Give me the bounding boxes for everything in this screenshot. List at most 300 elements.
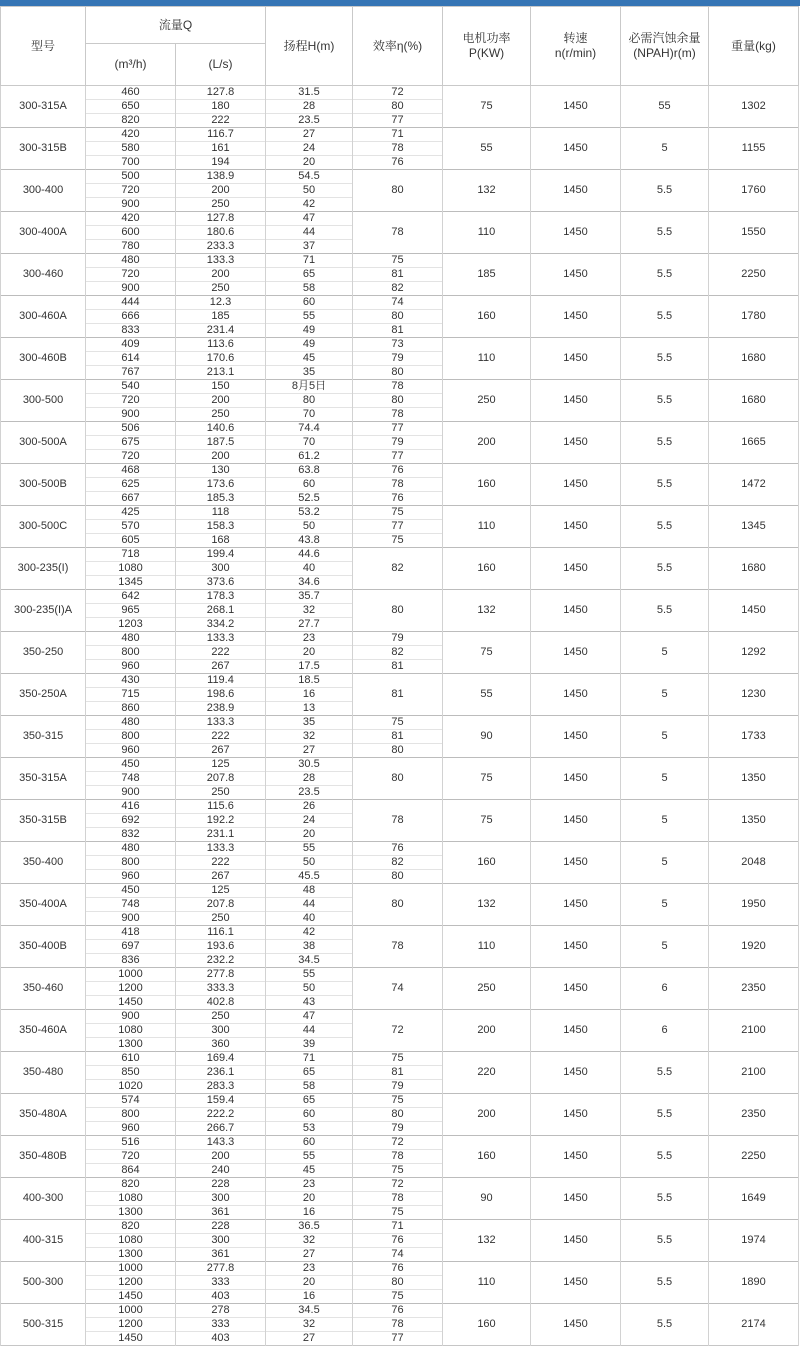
col-header-power (443, 7, 531, 86)
npsh-cell: 5 (621, 128, 709, 170)
flow-m3h-cell: 1080 (86, 1024, 176, 1038)
model-cell: 400-300 (1, 1178, 86, 1220)
flow-m3h-cell: 1000 (86, 968, 176, 982)
efficiency-cell: 80 (353, 758, 443, 800)
speed-cell: 1450 (531, 800, 621, 842)
table-row (1, 1010, 799, 1024)
efficiency-cell: 77 (353, 422, 443, 436)
model-cell: 300-235(I)A (1, 590, 86, 632)
flow-ls-cell: 113.6 (176, 338, 266, 352)
efficiency-cell: 82 (353, 646, 443, 660)
flow-ls-cell: 333 (176, 1318, 266, 1332)
flow-m3h-cell: 860 (86, 702, 176, 716)
head-cell: 34.5 (266, 954, 353, 968)
col-header-model: 型号 (1, 7, 86, 86)
flow-m3h-cell: 409 (86, 338, 176, 352)
npsh-cell: 5.5 (621, 548, 709, 590)
npsh-cell: 5.5 (621, 338, 709, 380)
npsh-cell: 5.5 (621, 1052, 709, 1094)
model-cell: 300-500 (1, 380, 86, 422)
power-cell: 55 (443, 128, 531, 170)
speed-cell: 1450 (531, 464, 621, 506)
flow-ls-cell: 334.2 (176, 618, 266, 632)
flow-ls-cell: 178.3 (176, 590, 266, 604)
efficiency-cell: 80 (353, 744, 443, 758)
table-row (1, 758, 799, 772)
head-cell: 16 (266, 688, 353, 702)
npsh-cell: 5.5 (621, 1178, 709, 1220)
flow-ls-cell: 277.8 (176, 1262, 266, 1276)
npsh-cell: 5.5 (621, 380, 709, 422)
head-cell: 71 (266, 254, 353, 268)
head-cell: 65 (266, 1066, 353, 1080)
head-cell: 16 (266, 1206, 353, 1220)
flow-m3h-cell: 506 (86, 422, 176, 436)
efficiency-cell: 80 (353, 884, 443, 926)
npsh-cell: 5.5 (621, 422, 709, 464)
flow-m3h-cell: 1000 (86, 1262, 176, 1276)
table-row (1, 338, 799, 352)
npsh-cell: 5.5 (621, 254, 709, 296)
head-cell: 20 (266, 828, 353, 842)
flow-m3h-cell: 667 (86, 492, 176, 506)
head-cell: 24 (266, 142, 353, 156)
flow-m3h-cell: 697 (86, 940, 176, 954)
head-cell: 23 (266, 632, 353, 646)
flow-m3h-cell: 1080 (86, 1192, 176, 1206)
efficiency-cell: 81 (353, 674, 443, 716)
flow-m3h-cell: 720 (86, 1150, 176, 1164)
col-header-head: 扬程H(m) (266, 7, 353, 86)
flow-ls-cell: 125 (176, 758, 266, 772)
flow-ls-cell: 12.3 (176, 296, 266, 310)
col-header-npsh-line1: 必需汽蚀余量 (628, 31, 701, 45)
efficiency-cell: 75 (353, 534, 443, 548)
flow-ls-cell: 207.8 (176, 898, 266, 912)
npsh-cell: 5 (621, 926, 709, 968)
speed-cell: 1450 (531, 338, 621, 380)
head-cell: 55 (266, 968, 353, 982)
power-cell: 75 (443, 758, 531, 800)
flow-ls-cell: 200 (176, 450, 266, 464)
head-cell: 54.5 (266, 170, 353, 184)
head-cell: 28 (266, 100, 353, 114)
flow-m3h-cell: 600 (86, 226, 176, 240)
head-cell: 50 (266, 184, 353, 198)
model-cell: 350-400B (1, 926, 86, 968)
head-cell: 32 (266, 730, 353, 744)
efficiency-cell: 74 (353, 296, 443, 310)
flow-ls-cell: 222 (176, 114, 266, 128)
npsh-cell: 5.5 (621, 1094, 709, 1136)
head-cell: 61.2 (266, 450, 353, 464)
npsh-cell: 5 (621, 632, 709, 674)
npsh-cell: 5.5 (621, 212, 709, 254)
weight-cell: 2174 (709, 1304, 799, 1346)
power-cell: 132 (443, 1220, 531, 1262)
flow-ls-cell: 233.3 (176, 240, 266, 254)
efficiency-cell: 78 (353, 926, 443, 968)
weight-cell: 1780 (709, 296, 799, 338)
flow-m3h-cell: 960 (86, 744, 176, 758)
head-cell: 42 (266, 926, 353, 940)
power-cell: 90 (443, 1178, 531, 1220)
flow-ls-cell: 194 (176, 156, 266, 170)
efficiency-cell: 77 (353, 114, 443, 128)
flow-ls-cell: 361 (176, 1248, 266, 1262)
flow-ls-cell: 161 (176, 142, 266, 156)
head-cell: 60 (266, 1136, 353, 1150)
flow-ls-cell: 250 (176, 912, 266, 926)
col-header-speed (531, 7, 621, 86)
table-row (1, 1094, 799, 1108)
head-cell: 35 (266, 366, 353, 380)
speed-cell: 1450 (531, 1052, 621, 1094)
speed-cell: 1450 (531, 632, 621, 674)
model-cell: 300-500A (1, 422, 86, 464)
table-row (1, 1304, 799, 1318)
flow-m3h-cell: 1345 (86, 576, 176, 590)
flow-ls-cell: 300 (176, 1024, 266, 1038)
flow-ls-cell: 173.6 (176, 478, 266, 492)
table-row (1, 1136, 799, 1150)
head-cell: 47 (266, 212, 353, 226)
npsh-cell: 5 (621, 800, 709, 842)
table-row (1, 590, 799, 604)
weight-cell: 1292 (709, 632, 799, 674)
flow-m3h-cell: 960 (86, 870, 176, 884)
weight-cell: 1890 (709, 1262, 799, 1304)
flow-ls-cell: 143.3 (176, 1136, 266, 1150)
speed-cell: 1450 (531, 968, 621, 1010)
flow-ls-cell: 138.9 (176, 170, 266, 184)
header-row-1 (1, 7, 799, 44)
flow-ls-cell: 198.6 (176, 688, 266, 702)
speed-cell: 1450 (531, 842, 621, 884)
head-cell: 44 (266, 226, 353, 240)
efficiency-cell: 75 (353, 1290, 443, 1304)
power-cell: 110 (443, 1262, 531, 1304)
head-cell: 36.5 (266, 1220, 353, 1234)
flow-m3h-cell: 720 (86, 184, 176, 198)
flow-m3h-cell: 480 (86, 716, 176, 730)
flow-ls-cell: 133.3 (176, 254, 266, 268)
flow-ls-cell: 236.1 (176, 1066, 266, 1080)
head-cell: 63.8 (266, 464, 353, 478)
head-cell: 13 (266, 702, 353, 716)
efficiency-cell: 80 (353, 366, 443, 380)
head-cell: 44 (266, 898, 353, 912)
flow-ls-cell: 213.1 (176, 366, 266, 380)
table-row (1, 1262, 799, 1276)
flow-ls-cell: 403 (176, 1332, 266, 1346)
head-cell: 24 (266, 814, 353, 828)
flow-ls-cell: 360 (176, 1038, 266, 1052)
efficiency-cell: 78 (353, 1192, 443, 1206)
head-cell: 50 (266, 982, 353, 996)
flow-m3h-cell: 900 (86, 786, 176, 800)
flow-ls-cell: 140.6 (176, 422, 266, 436)
flow-ls-cell: 222.2 (176, 1108, 266, 1122)
flow-ls-cell: 116.7 (176, 128, 266, 142)
flow-ls-cell: 232.2 (176, 954, 266, 968)
flow-ls-cell: 283.3 (176, 1080, 266, 1094)
efficiency-cell: 81 (353, 730, 443, 744)
flow-m3h-cell: 416 (86, 800, 176, 814)
table-row (1, 1052, 799, 1066)
flow-m3h-cell: 420 (86, 128, 176, 142)
efficiency-cell: 74 (353, 1248, 443, 1262)
flow-ls-cell: 130 (176, 464, 266, 478)
head-cell: 60 (266, 1108, 353, 1122)
flow-ls-cell: 300 (176, 1192, 266, 1206)
efficiency-cell: 80 (353, 100, 443, 114)
weight-cell: 1450 (709, 590, 799, 632)
flow-m3h-cell: 444 (86, 296, 176, 310)
flow-ls-cell: 192.2 (176, 814, 266, 828)
head-cell: 26 (266, 800, 353, 814)
table-row (1, 506, 799, 520)
efficiency-cell: 75 (353, 716, 443, 730)
speed-cell: 1450 (531, 254, 621, 296)
efficiency-cell: 75 (353, 506, 443, 520)
head-cell: 74.4 (266, 422, 353, 436)
power-cell: 75 (443, 632, 531, 674)
head-cell: 27 (266, 744, 353, 758)
power-cell: 110 (443, 926, 531, 968)
flow-ls-cell: 180 (176, 100, 266, 114)
efficiency-cell: 72 (353, 86, 443, 100)
npsh-cell: 5 (621, 842, 709, 884)
head-cell: 35.7 (266, 590, 353, 604)
flow-ls-cell: 250 (176, 786, 266, 800)
head-cell: 23.5 (266, 786, 353, 800)
efficiency-cell: 78 (353, 142, 443, 156)
weight-cell: 1350 (709, 800, 799, 842)
flow-ls-cell: 250 (176, 198, 266, 212)
speed-cell: 1450 (531, 1178, 621, 1220)
weight-cell: 1920 (709, 926, 799, 968)
head-cell: 32 (266, 604, 353, 618)
head-cell: 49 (266, 338, 353, 352)
model-cell: 300-315A (1, 86, 86, 128)
efficiency-cell: 72 (353, 1010, 443, 1052)
efficiency-cell: 71 (353, 1220, 443, 1234)
flow-m3h-cell: 1080 (86, 562, 176, 576)
flow-ls-cell: 168 (176, 534, 266, 548)
flow-ls-cell: 268.1 (176, 604, 266, 618)
weight-cell: 1155 (709, 128, 799, 170)
flow-ls-cell: 185 (176, 310, 266, 324)
speed-cell: 1450 (531, 380, 621, 422)
head-cell: 32 (266, 1234, 353, 1248)
efficiency-cell: 72 (353, 1178, 443, 1192)
flow-ls-cell: 231.4 (176, 324, 266, 338)
flow-ls-cell: 133.3 (176, 632, 266, 646)
head-cell: 23 (266, 1178, 353, 1192)
flow-m3h-cell: 900 (86, 912, 176, 926)
head-cell: 31.5 (266, 86, 353, 100)
table-row (1, 1178, 799, 1192)
head-cell: 32 (266, 1318, 353, 1332)
flow-ls-cell: 250 (176, 408, 266, 422)
npsh-cell: 55 (621, 86, 709, 128)
efficiency-cell: 81 (353, 268, 443, 282)
head-cell: 58 (266, 1080, 353, 1094)
head-cell: 65 (266, 1094, 353, 1108)
flow-m3h-cell: 610 (86, 1052, 176, 1066)
model-cell: 500-300 (1, 1262, 86, 1304)
flow-m3h-cell: 1450 (86, 996, 176, 1010)
table-row (1, 884, 799, 898)
flow-m3h-cell: 1300 (86, 1206, 176, 1220)
power-cell: 132 (443, 590, 531, 632)
npsh-cell: 6 (621, 968, 709, 1010)
table-row (1, 800, 799, 814)
head-cell: 28 (266, 772, 353, 786)
flow-ls-cell: 267 (176, 870, 266, 884)
flow-m3h-cell: 1080 (86, 1234, 176, 1248)
head-cell: 34.6 (266, 576, 353, 590)
head-cell: 16 (266, 1290, 353, 1304)
weight-cell: 1680 (709, 380, 799, 422)
model-cell: 350-315B (1, 800, 86, 842)
flow-m3h-cell: 1200 (86, 1318, 176, 1332)
efficiency-cell: 77 (353, 1332, 443, 1346)
power-cell: 160 (443, 842, 531, 884)
flow-ls-cell: 200 (176, 1150, 266, 1164)
table-row (1, 842, 799, 856)
npsh-cell: 5.5 (621, 1136, 709, 1178)
efficiency-cell: 78 (353, 1150, 443, 1164)
head-cell: 18.5 (266, 674, 353, 688)
head-cell: 60 (266, 478, 353, 492)
flow-m3h-cell: 900 (86, 282, 176, 296)
flow-ls-cell: 170.6 (176, 352, 266, 366)
table-row (1, 86, 799, 100)
flow-ls-cell: 133.3 (176, 842, 266, 856)
flow-m3h-cell: 614 (86, 352, 176, 366)
efficiency-cell: 81 (353, 660, 443, 674)
flow-ls-cell: 158.3 (176, 520, 266, 534)
weight-cell: 2350 (709, 1094, 799, 1136)
npsh-cell: 6 (621, 1010, 709, 1052)
flow-m3h-cell: 767 (86, 366, 176, 380)
weight-cell: 1950 (709, 884, 799, 926)
flow-m3h-cell: 720 (86, 450, 176, 464)
model-cell: 350-315A (1, 758, 86, 800)
speed-cell: 1450 (531, 1094, 621, 1136)
efficiency-cell: 80 (353, 310, 443, 324)
flow-m3h-cell: 430 (86, 674, 176, 688)
weight-cell: 1974 (709, 1220, 799, 1262)
efficiency-cell: 77 (353, 520, 443, 534)
efficiency-cell: 78 (353, 1318, 443, 1332)
flow-ls-cell: 267 (176, 744, 266, 758)
flow-m3h-cell: 720 (86, 268, 176, 282)
flow-m3h-cell: 718 (86, 548, 176, 562)
col-header-efficiency: 效率η(%) (353, 7, 443, 86)
npsh-cell: 5.5 (621, 1262, 709, 1304)
model-cell: 350-400A (1, 884, 86, 926)
power-cell: 110 (443, 506, 531, 548)
efficiency-cell: 78 (353, 408, 443, 422)
flow-ls-cell: 187.5 (176, 436, 266, 450)
flow-m3h-cell: 425 (86, 506, 176, 520)
efficiency-cell: 80 (353, 394, 443, 408)
efficiency-cell: 77 (353, 450, 443, 464)
head-cell: 80 (266, 394, 353, 408)
table-row (1, 254, 799, 268)
head-cell: 40 (266, 912, 353, 926)
flow-ls-cell: 125 (176, 884, 266, 898)
efficiency-cell: 76 (353, 1304, 443, 1318)
table-row (1, 716, 799, 730)
efficiency-cell: 75 (353, 1052, 443, 1066)
model-cell: 300-235(I) (1, 548, 86, 590)
flow-ls-cell: 169.4 (176, 1052, 266, 1066)
table-row (1, 632, 799, 646)
weight-cell: 1680 (709, 338, 799, 380)
flow-m3h-cell: 666 (86, 310, 176, 324)
head-cell: 23.5 (266, 114, 353, 128)
flow-m3h-cell: 574 (86, 1094, 176, 1108)
speed-cell: 1450 (531, 674, 621, 716)
speed-cell: 1450 (531, 128, 621, 170)
efficiency-cell: 79 (353, 352, 443, 366)
flow-m3h-cell: 480 (86, 254, 176, 268)
efficiency-cell: 80 (353, 870, 443, 884)
flow-m3h-cell: 832 (86, 828, 176, 842)
efficiency-cell: 76 (353, 156, 443, 170)
head-cell: 53 (266, 1122, 353, 1136)
flow-m3h-cell: 820 (86, 1220, 176, 1234)
power-cell: 160 (443, 1136, 531, 1178)
table-row (1, 380, 799, 394)
head-cell: 42 (266, 198, 353, 212)
flow-ls-cell: 403 (176, 1290, 266, 1304)
table-row (1, 968, 799, 982)
flow-m3h-cell: 800 (86, 730, 176, 744)
flow-m3h-cell: 605 (86, 534, 176, 548)
model-cell: 350-480B (1, 1136, 86, 1178)
flow-m3h-cell: 450 (86, 758, 176, 772)
head-cell: 55 (266, 310, 353, 324)
flow-ls-cell: 238.9 (176, 702, 266, 716)
flow-m3h-cell: 700 (86, 156, 176, 170)
head-cell: 52.5 (266, 492, 353, 506)
col-header-flow-ls: (L/s) (176, 44, 266, 86)
flow-m3h-cell: 650 (86, 100, 176, 114)
flow-m3h-cell: 675 (86, 436, 176, 450)
weight-cell: 2350 (709, 968, 799, 1010)
weight-cell: 2100 (709, 1010, 799, 1052)
model-cell: 350-315 (1, 716, 86, 758)
speed-cell: 1450 (531, 170, 621, 212)
efficiency-cell: 82 (353, 548, 443, 590)
efficiency-cell: 76 (353, 464, 443, 478)
flow-m3h-cell: 1300 (86, 1248, 176, 1262)
head-cell: 45 (266, 352, 353, 366)
speed-cell: 1450 (531, 296, 621, 338)
table-row (1, 674, 799, 688)
model-cell: 350-480 (1, 1052, 86, 1094)
power-cell: 90 (443, 716, 531, 758)
flow-m3h-cell: 960 (86, 660, 176, 674)
efficiency-cell: 76 (353, 492, 443, 506)
weight-cell: 1665 (709, 422, 799, 464)
model-cell: 350-250 (1, 632, 86, 674)
